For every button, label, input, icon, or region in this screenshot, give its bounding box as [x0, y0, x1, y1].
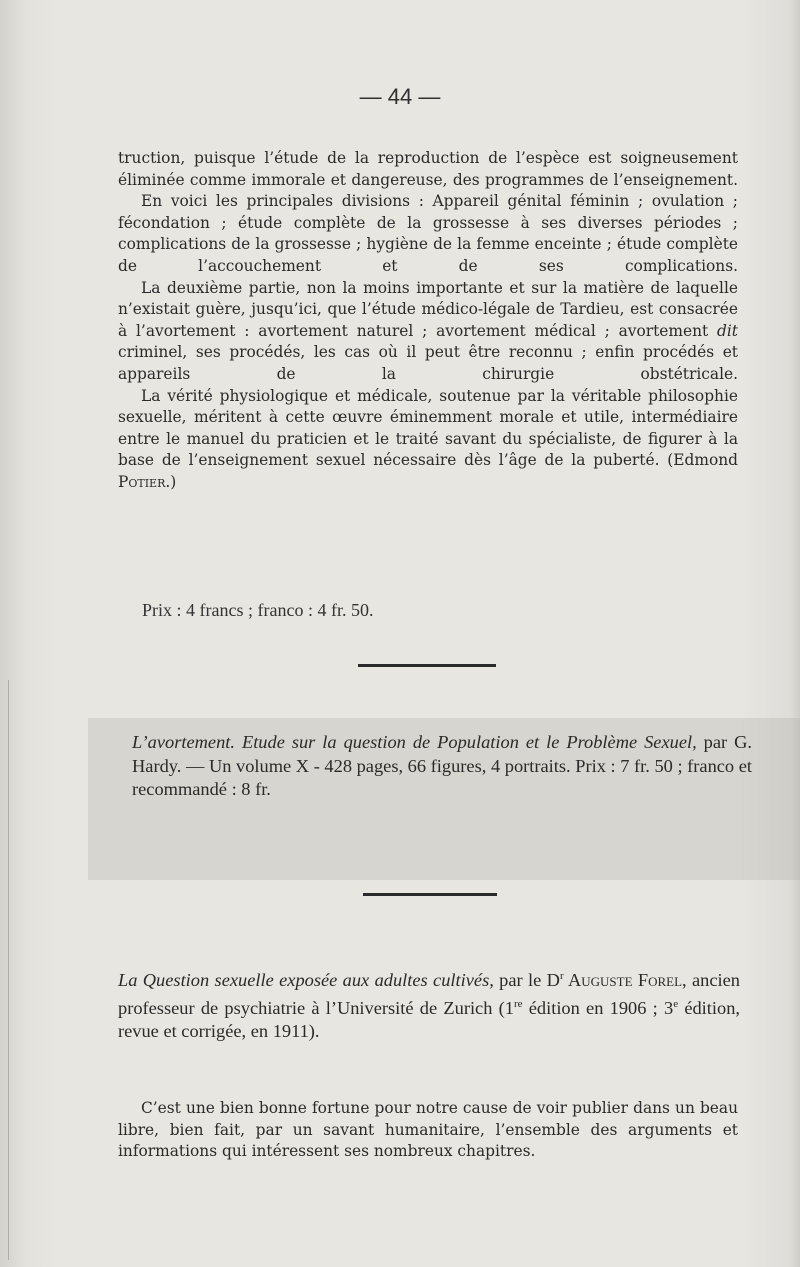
book-listing-avortement: [132, 731, 752, 802]
book-details-b: édition en 1906 ; 3: [522, 997, 674, 1018]
paragraph-3-text-a: La deuxième partie, non la moins importante et sur la matière de laquelle n’existait guère, jusqu’ici, que l’étude médico-légale de Tardieu, est consacrée à l’avortement : avortement naturel ; avortement médical ; avortement: [118, 278, 738, 340]
book-details-avortement: par G. Hardy. — Un volume X - 428 pages, 66 figures, 4 portraits. Prix : 7 fr. 50 ; franco et recommandé : 8 fr.: [132, 732, 752, 799]
paragraph-1: truction, puisque l’étude de la reproduction de l’espèce est soigneusement éliminée comme immorale et dangereuse, des programmes de l’enseignement.: [118, 149, 738, 189]
review-text-block: [118, 148, 738, 494]
author-name: Auguste Forel: [563, 970, 683, 991]
book-title-avortement: L’avortement. Etude sur la question de Population et le Problème Sexuel,: [132, 732, 697, 752]
book-details-a: , ancien professeur de psychiatrie à l’Université de Zurich (1: [118, 970, 740, 1018]
commentary-paragraph: C’est une bien bonne fortune pour notre cause de voir publier dans un beau libre, bien fait, par un savant humanitaire, l’ensemble des arguments et informations qui intéressent ses nombreux chapitres.: [118, 1099, 738, 1161]
paragraph-2: En voici les principales divisions : Appareil génital féminin ; ovulation ; fécondation ; étude complète de la grossesse à ses diverses périodes ; complications de la grossesse ; hygiène de la femme enceinte ; étude complète de l’accouchement et de ses complications.: [118, 192, 738, 275]
paragraph-3: [118, 278, 738, 386]
separator-rule-2: [363, 893, 497, 896]
paragraph-4: [118, 386, 738, 494]
book-by: par le D: [493, 970, 560, 991]
commentary-block: [118, 1098, 738, 1163]
book-details-c: édition, revue et corrigée, en 1911).: [118, 997, 740, 1042]
book-listing-question-sexuelle: [118, 965, 740, 1044]
paragraph-3-italic: dit: [717, 321, 738, 340]
book-title-question-sexuelle: La Question sexuelle exposée aux adultes cultivés,: [118, 970, 494, 991]
binding-edge: [0, 680, 9, 1260]
reviewer-name: Potier: [118, 472, 166, 491]
price-line-1: Prix : 4 francs ; franco : 4 fr. 50.: [142, 600, 374, 620]
dr-superscript: r: [559, 970, 564, 982]
paragraph-4-text-b: .): [165, 472, 177, 491]
page-number: — 44 —: [359, 84, 441, 109]
edition-3-superscript: e: [673, 997, 679, 1010]
paragraph-3-text-b: criminel, ses procédés, les cas où il peut être reconnu ; enfin procédés et appareils de la chirurgie obstétricale.: [118, 343, 738, 383]
edition-1-superscript: re: [513, 997, 523, 1010]
paragraph-4-text-a: La vérité physiologique et médicale, soutenue par la véritable philosophie sexuelle, méritent à cette œuvre éminemment morale et utile, intermédiaire entre le manuel du praticien et le traité savant du spécialiste, de figurer à la base de l’enseignement sexuel nécessaire dès l’âge de la puberté. (Edmond: [118, 386, 738, 470]
separator-rule-1: [358, 664, 496, 667]
